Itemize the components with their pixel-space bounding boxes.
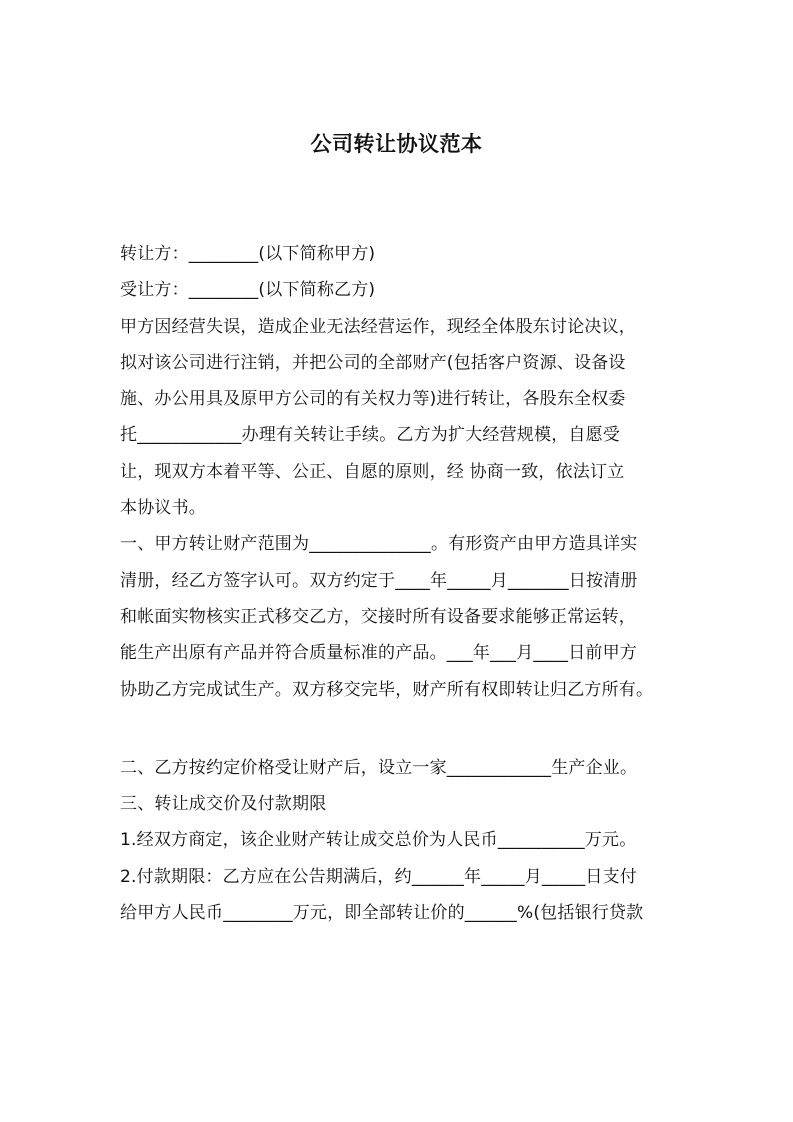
clause-three-item-2: 2.付款期限：乙方应在公告期满后，约______年_____月_____日支付 [120,866,638,887]
clause-one-line: 能生产出原有产品并符合质量标准的产品。___年___月____日前甲方 [120,643,637,664]
paragraph-line: 施、办公用具及原甲方公司的有关权力等)进行转让，各股东全权委 [120,389,626,410]
paragraph-line: 甲方因经营失误，造成企业无法经营运作，现经全体股东讨论决议， [120,316,636,337]
document-body [120,236,680,931]
paragraph-line: 托____________办理有关转让手续。乙方为扩大经营规模，自愿受 [120,425,620,446]
paragraph-gap [120,708,680,750]
paragraph-line: 拟对该公司进行注销，并把公司的全部财产(包括客户资源、设备设 [120,352,626,373]
clause-one-line: 协助乙方完成试生产。双方移交完毕，财产所有权即转让归乙方所有。 [120,679,654,700]
clause-three-item-2-cont: 给甲方人民币________万元，即全部转让价的______%(包括银行贷款 [120,903,644,924]
clause-one-line: 清册，经乙方签字认可。双方约定于____年_____月_______日按清册 [120,570,638,591]
clause-two-line: 二、乙方按约定价格受让财产后，设立一家____________生产企业。 [120,757,638,778]
clause-three-heading: 三、转让成交价及付款期限 [120,794,327,815]
paragraph-line: 让，现双方本着平等、公正、自愿的原则，经 协商一致，依法订立 [120,461,625,482]
transferee-line: 受让方：________(以下简称乙方) [120,280,376,301]
clause-three-item-1: 1.经双方商定，该企业财产转让成交总价为人民币__________万元。 [120,830,637,851]
clause-one-line: 和帐面实物核实正式移交乙方，交接时所有设备要求能够正常运转， [120,606,636,627]
paragraph-line: 本协议书。 [120,498,206,519]
clause-one-line: 一、甲方转让财产范围为______________。有形资产由甲方造具详实 [120,534,638,555]
document-title: 公司转让协议范本 [310,132,483,156]
transferor-line: 转让方：________(以下简称甲方) [120,244,376,264]
